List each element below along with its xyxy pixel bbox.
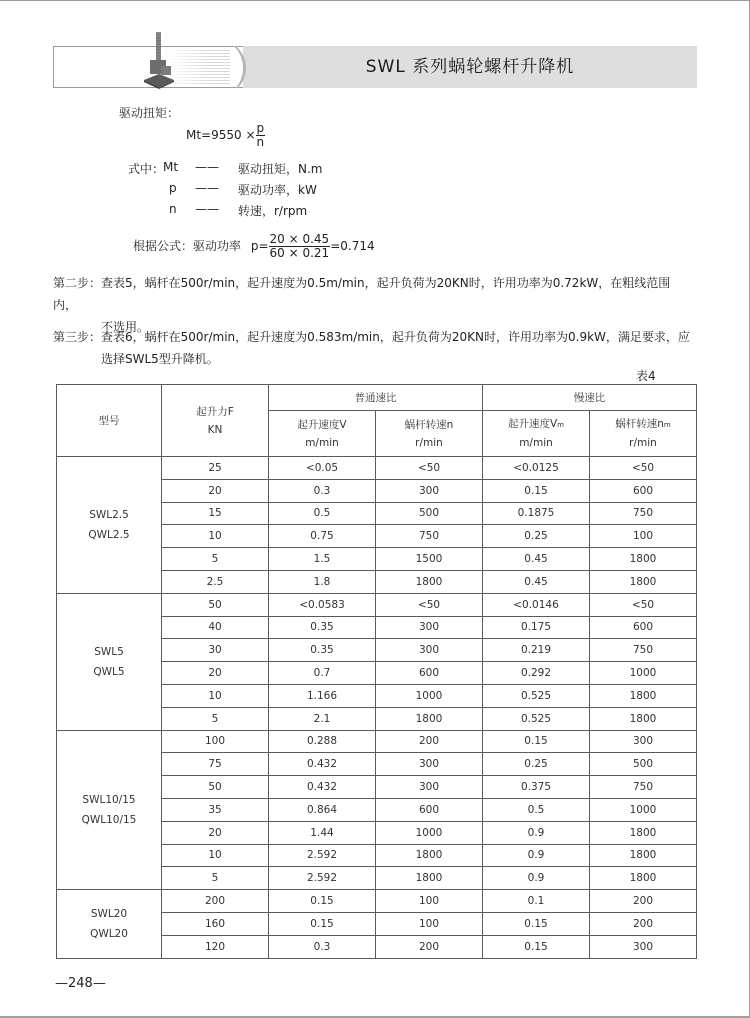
power-calculation	[133, 233, 375, 260]
cell-lift-speed-v: 0.35	[269, 616, 376, 639]
formula-heading: 驱动扭矩：	[119, 106, 180, 120]
model-name-alt: QWL5	[93, 665, 125, 678]
cell-force: 2.5	[162, 570, 269, 593]
cell-lift-speed-v: 0.5	[269, 502, 376, 525]
cell-lift-speed-v: 0.3	[269, 479, 376, 502]
calc-fraction	[269, 233, 331, 260]
cell-lift-speed-vm: 0.9	[483, 867, 590, 890]
cell-worm-speed-n: 300	[376, 479, 483, 502]
cell-worm-speed-nm: 1800	[590, 867, 697, 890]
cell-worm-speed-n: 1000	[376, 821, 483, 844]
cell-worm-speed-n: 100	[376, 912, 483, 935]
torque-formula-prefix: Mt=9550 ×	[186, 128, 256, 142]
header-label: 起升速度V	[507, 418, 558, 430]
cell-force: 30	[162, 639, 269, 662]
table-row	[57, 890, 697, 913]
var-desc: 驱动扭矩，N.m	[238, 162, 323, 176]
cell-lift-speed-v: 1.166	[269, 684, 376, 707]
model-group	[57, 730, 697, 890]
cell-worm-speed-nm: 750	[590, 639, 697, 662]
cell-worm-speed-n: 300	[376, 639, 483, 662]
cell-force: 160	[162, 912, 269, 935]
cell-worm-speed-nm: 500	[590, 753, 697, 776]
cell-lift-speed-v: 0.432	[269, 753, 376, 776]
cell-worm-speed-n: 1800	[376, 570, 483, 593]
cell-worm-speed-n: 1000	[376, 684, 483, 707]
cell-worm-speed-n: 500	[376, 502, 483, 525]
var-symbol: p	[169, 181, 177, 195]
cell-worm-speed-n: 100	[376, 890, 483, 913]
cell-lift-speed-vm: 0.292	[483, 662, 590, 685]
table-header	[57, 385, 697, 457]
cell-force: 25	[162, 457, 269, 480]
cell-lift-speed-vm: 0.5	[483, 798, 590, 821]
var-symbol: Mt	[163, 160, 179, 174]
model-group	[57, 593, 697, 730]
cell-worm-speed-nm: 200	[590, 890, 697, 913]
fraction-denominator: 60 × 0.21	[269, 246, 330, 260]
cell-lift-speed-vm: 0.9	[483, 821, 590, 844]
cell-lift-speed-vm: 0.25	[483, 525, 590, 548]
cell-force: 10	[162, 844, 269, 867]
screw-jack-product-icon	[141, 32, 177, 90]
cell-lift-speed-vm: <0.0125	[483, 457, 590, 480]
model-name: SWL5	[94, 645, 124, 658]
cell-force: 50	[162, 776, 269, 799]
cell-lift-speed-vm: 0.375	[483, 776, 590, 799]
specification-table	[56, 384, 697, 959]
step-three-paragraph	[53, 326, 693, 370]
header-slow-ratio: 慢速比	[483, 385, 697, 411]
var-desc: 转速，r/rpm	[238, 204, 308, 218]
cell-lift-speed-vm: 0.45	[483, 570, 590, 593]
header-force	[162, 385, 269, 457]
cell-lift-speed-v: <0.0583	[269, 593, 376, 616]
fraction-denominator: n	[256, 135, 265, 149]
cell-worm-speed-n: 1800	[376, 844, 483, 867]
cell-lift-speed-vm: 0.9	[483, 844, 590, 867]
cell-worm-speed-nm: 1800	[590, 844, 697, 867]
cell-force: 20	[162, 479, 269, 502]
cell-worm-speed-nm: 200	[590, 912, 697, 935]
cell-worm-speed-n: 200	[376, 935, 483, 958]
header-label: 蜗杆转速n	[615, 418, 664, 430]
step-text-continued: 不选用。	[101, 320, 150, 334]
cell-worm-speed-nm: 1000	[590, 662, 697, 685]
model-group	[57, 890, 697, 958]
cell-force: 5	[162, 867, 269, 890]
header-banner	[53, 46, 697, 88]
cell-lift-speed-v: 0.3	[269, 935, 376, 958]
table-row	[57, 730, 697, 753]
cell-worm-speed-n: 300	[376, 776, 483, 799]
cell-worm-speed-n: 200	[376, 730, 483, 753]
page-number: —248—	[55, 976, 106, 991]
var-dash: ——	[195, 181, 219, 195]
fraction-numerator: p	[256, 121, 265, 135]
header-label: 起升速度V	[297, 418, 347, 431]
model-name-alt: QWL2.5	[88, 528, 130, 541]
table-row	[57, 457, 697, 480]
torque-formula	[186, 122, 265, 149]
cell-worm-speed-nm: 750	[590, 502, 697, 525]
calc-label: 根据公式：驱动功率	[133, 239, 242, 253]
cell-lift-speed-v: 1.5	[269, 548, 376, 571]
header-lift-speed-vm	[483, 411, 590, 457]
model-cell	[57, 593, 162, 730]
calc-result: =0.714	[330, 239, 375, 253]
cell-worm-speed-nm: 600	[590, 616, 697, 639]
cell-lift-speed-v: 0.864	[269, 798, 376, 821]
step-label: 第二步：	[53, 276, 102, 290]
table-label: 表4	[636, 369, 656, 383]
cell-force: 20	[162, 662, 269, 685]
header-unit: r/min	[415, 436, 443, 449]
cell-lift-speed-v: 1.8	[269, 570, 376, 593]
model-name-alt: QWL20	[90, 927, 128, 940]
cell-worm-speed-n: 600	[376, 662, 483, 685]
cell-worm-speed-nm: 100	[590, 525, 697, 548]
cell-worm-speed-nm: 600	[590, 479, 697, 502]
model-name: SWL10/15	[82, 793, 136, 806]
cell-worm-speed-nm: 1800	[590, 548, 697, 571]
step-text: 查表5，蜗杆在500r/min，起升速度为0.5m/min，起升负荷为20KN时，许用功率为0.72kW，在粗线范围内，	[53, 276, 671, 312]
header-force-unit: KN	[207, 423, 223, 436]
cell-lift-speed-v: 2.1	[269, 707, 376, 730]
cell-force: 35	[162, 798, 269, 821]
cell-lift-speed-vm: 0.15	[483, 935, 590, 958]
cell-worm-speed-nm: 750	[590, 776, 697, 799]
cell-lift-speed-v: 0.288	[269, 730, 376, 753]
fraction-numerator: 20 × 0.45	[269, 232, 330, 246]
cell-worm-speed-nm: 1800	[590, 684, 697, 707]
model-cell	[57, 457, 162, 594]
where-label: 式中：	[128, 162, 165, 176]
table-row	[57, 593, 697, 616]
cell-lift-speed-v: 0.35	[269, 639, 376, 662]
cell-force: 75	[162, 753, 269, 776]
cell-lift-speed-v: 1.44	[269, 821, 376, 844]
cell-force: 5	[162, 548, 269, 571]
cell-worm-speed-nm: 1800	[590, 821, 697, 844]
header-worm-speed-nm	[590, 411, 697, 457]
header-worm-speed-n	[376, 411, 483, 457]
model-cell	[57, 890, 162, 958]
cell-force: 200	[162, 890, 269, 913]
model-group	[57, 457, 697, 594]
header-force-label: 起升力F	[196, 405, 234, 418]
cell-lift-speed-v: 0.75	[269, 525, 376, 548]
cell-worm-speed-nm: 1000	[590, 798, 697, 821]
header-unit: m/min	[519, 437, 553, 449]
cell-lift-speed-vm: 0.15	[483, 479, 590, 502]
header-model: 型号	[57, 385, 162, 457]
model-name: SWL2.5	[89, 508, 129, 521]
header-label: 蜗杆转速n	[404, 418, 454, 431]
step-label: 第三步：	[53, 330, 102, 344]
cell-worm-speed-n: 300	[376, 616, 483, 639]
step-text: 查表6，蜗杆在500r/min，起升速度为0.583m/min，起升负荷为20KN时，许用功率为0.9kW，满足要求，应	[101, 330, 690, 344]
cell-lift-speed-v: 2.592	[269, 867, 376, 890]
cell-lift-speed-v: 0.15	[269, 912, 376, 935]
cell-lift-speed-vm: 0.175	[483, 616, 590, 639]
cell-lift-speed-vm: 0.15	[483, 730, 590, 753]
cell-force: 120	[162, 935, 269, 958]
cell-lift-speed-vm: 0.15	[483, 912, 590, 935]
cell-worm-speed-n: 1500	[376, 548, 483, 571]
cell-lift-speed-vm: 0.45	[483, 548, 590, 571]
page-title: SWL 系列蜗轮螺杆升降机	[365, 57, 575, 77]
cell-lift-speed-v: <0.05	[269, 457, 376, 480]
var-dash: ——	[195, 202, 219, 216]
cell-worm-speed-n: 750	[376, 525, 483, 548]
cell-lift-speed-v: 0.432	[269, 776, 376, 799]
cell-lift-speed-vm: 0.1875	[483, 502, 590, 525]
cell-worm-speed-n: <50	[376, 457, 483, 480]
cell-force: 40	[162, 616, 269, 639]
header-normal-ratio: 普通速比	[269, 385, 483, 411]
cell-lift-speed-v: 2.592	[269, 844, 376, 867]
model-name-alt: QWL10/15	[81, 813, 137, 826]
cell-lift-speed-v: 0.15	[269, 890, 376, 913]
cell-force: 10	[162, 684, 269, 707]
cell-lift-speed-vm: 0.525	[483, 684, 590, 707]
cell-force: 100	[162, 730, 269, 753]
model-name: SWL20	[90, 907, 128, 920]
header-unit: m/min	[305, 436, 339, 449]
step-text-continued: 选择SWL5型升降机。	[101, 352, 219, 366]
header-subscript: m	[663, 421, 671, 429]
cell-force: 10	[162, 525, 269, 548]
var-dash: ——	[195, 160, 219, 174]
cell-lift-speed-vm: 0.25	[483, 753, 590, 776]
cell-worm-speed-nm: <50	[590, 457, 697, 480]
torque-fraction	[256, 122, 266, 149]
var-symbol: n	[169, 202, 177, 216]
page-border-top	[0, 0, 750, 1]
cell-force: 15	[162, 502, 269, 525]
cell-force: 20	[162, 821, 269, 844]
header-unit: r/min	[629, 437, 657, 449]
cell-lift-speed-vm: 0.219	[483, 639, 590, 662]
cell-worm-speed-n: 300	[376, 753, 483, 776]
header-subscript: m	[557, 421, 564, 429]
cell-worm-speed-n: 600	[376, 798, 483, 821]
cell-force: 50	[162, 593, 269, 616]
model-cell	[57, 730, 162, 890]
cell-worm-speed-nm: <50	[590, 593, 697, 616]
cell-worm-speed-n: 1800	[376, 867, 483, 890]
var-desc: 驱动功率，kW	[238, 183, 317, 197]
cell-worm-speed-nm: 300	[590, 935, 697, 958]
header-lift-speed-v	[269, 411, 376, 457]
cell-worm-speed-nm: 1800	[590, 570, 697, 593]
cell-worm-speed-nm: 1800	[590, 707, 697, 730]
cell-force: 5	[162, 707, 269, 730]
cell-lift-speed-vm: <0.0146	[483, 593, 590, 616]
cell-lift-speed-v: 0.7	[269, 662, 376, 685]
calc-prefix: p=	[250, 239, 269, 253]
cell-worm-speed-n: 1800	[376, 707, 483, 730]
cell-worm-speed-nm: 300	[590, 730, 697, 753]
cell-worm-speed-n: <50	[376, 593, 483, 616]
cell-lift-speed-vm: 0.1	[483, 890, 590, 913]
cell-lift-speed-vm: 0.525	[483, 707, 590, 730]
